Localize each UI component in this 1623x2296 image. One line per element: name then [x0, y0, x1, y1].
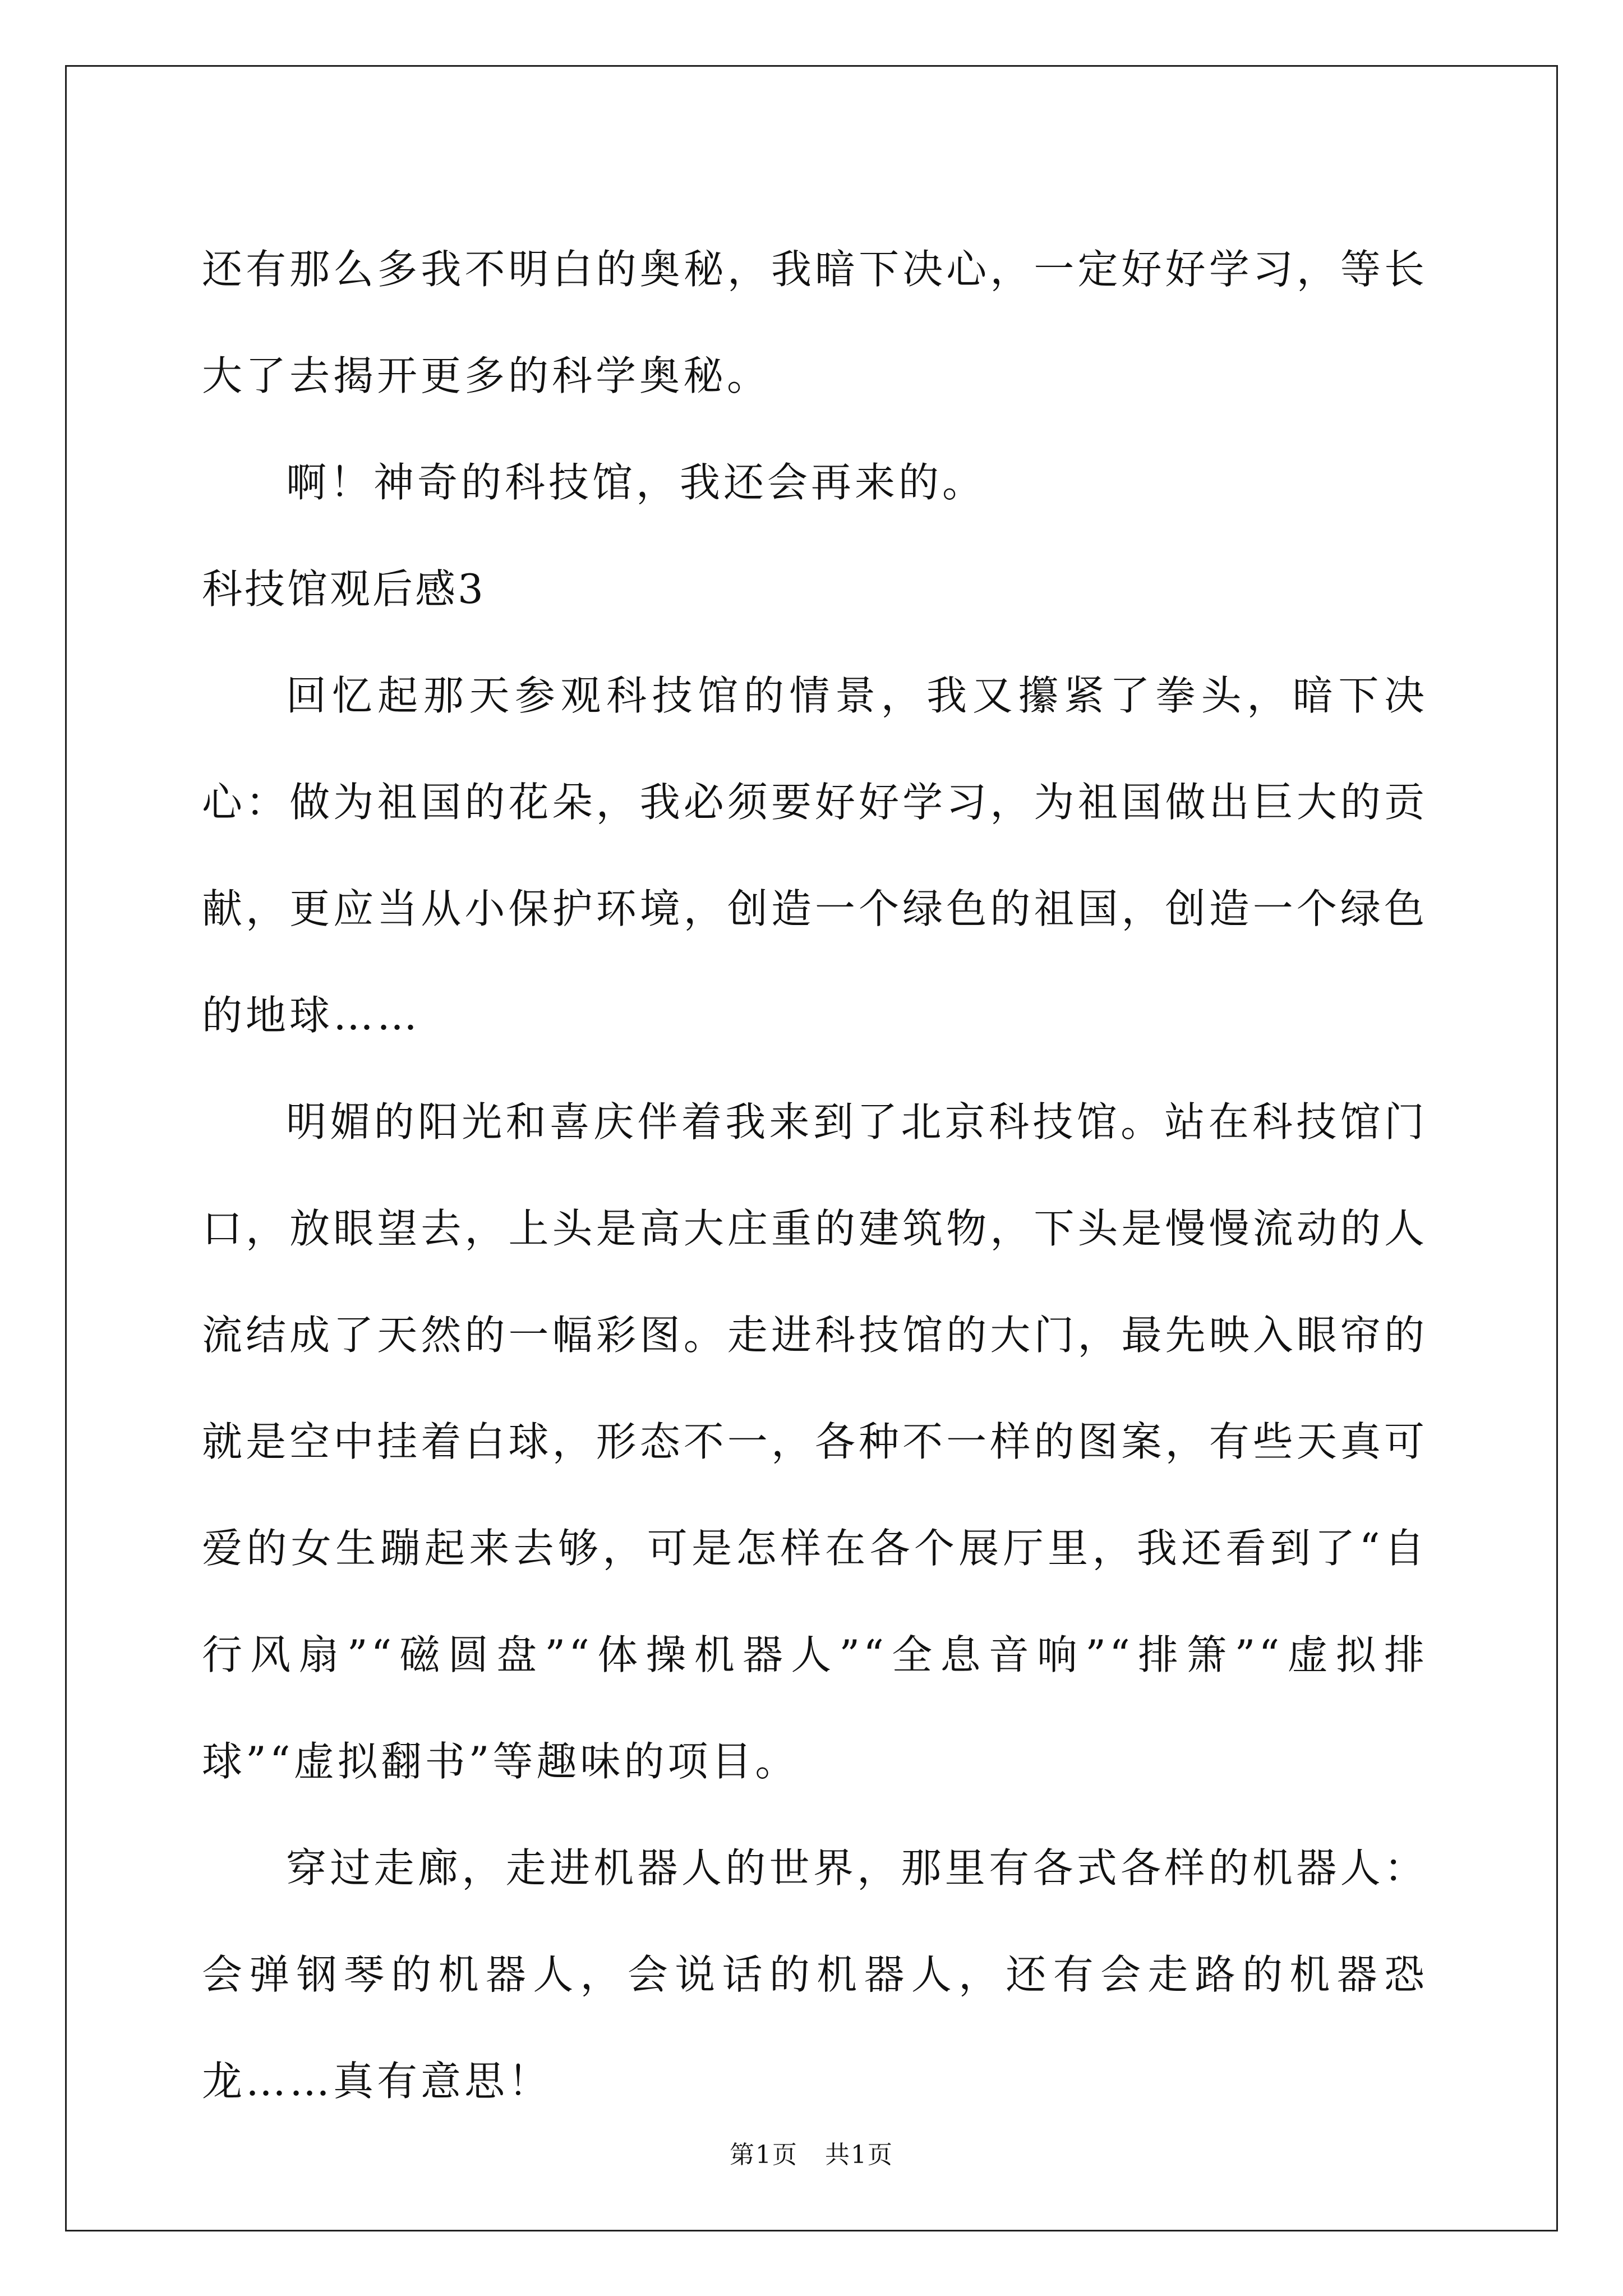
document-body	[202, 216, 1428, 2134]
paragraph-reflection: 回忆起那天参观科技馆的情景，我又攥紧了拳头，暗下决心：做为祖国的花朵，我必须要好好学习，为祖国做出巨大的贡献，更应当从小保护环境，创造一个绿色的祖国，创造一个绿色的地球……	[202, 672, 1428, 1039]
paragraph-continuation: 还有那么多我不明白的奥秘，我暗下决心，一定好好学习，等长大了去揭开更多的科学奥秘。	[202, 246, 1428, 399]
paragraph-robots: 穿过走廊，走进机器人的世界，那里有各式各样的机器人：会弹钢琴的机器人，会说话的机器人，还有会走路的机器恐龙……真有意思！	[202, 1844, 1428, 2105]
page-total: 共1页	[824, 2141, 893, 2169]
page-footer	[0, 2134, 1623, 2170]
page-number: 第1页	[730, 2141, 799, 2169]
section-heading: 科技馆观后感3	[202, 565, 486, 613]
paragraph-closing: 啊！神奇的科技馆，我还会再来的。	[286, 459, 986, 506]
paragraph-visit: 明媚的阳光和喜庆伴着我来到了北京科技馆。站在科技馆门口，放眼望去，上头是高大庄重的建筑物，下头是慢慢流动的人流结成了天然的一幅彩图。走进科技馆的大门，最先映入眼帘的就是空中挂着白球，形态不一，各种不一样的图案，有些天真可爱的女生蹦起来去够，可是怎样在各个展厅里，我还看到了“自行风扇”“磁圆盘”“体操机器人”“全息音响”“排箫”“虚拟排球”“虚拟翻书”等趣味的项目。	[202, 1098, 1428, 1785]
